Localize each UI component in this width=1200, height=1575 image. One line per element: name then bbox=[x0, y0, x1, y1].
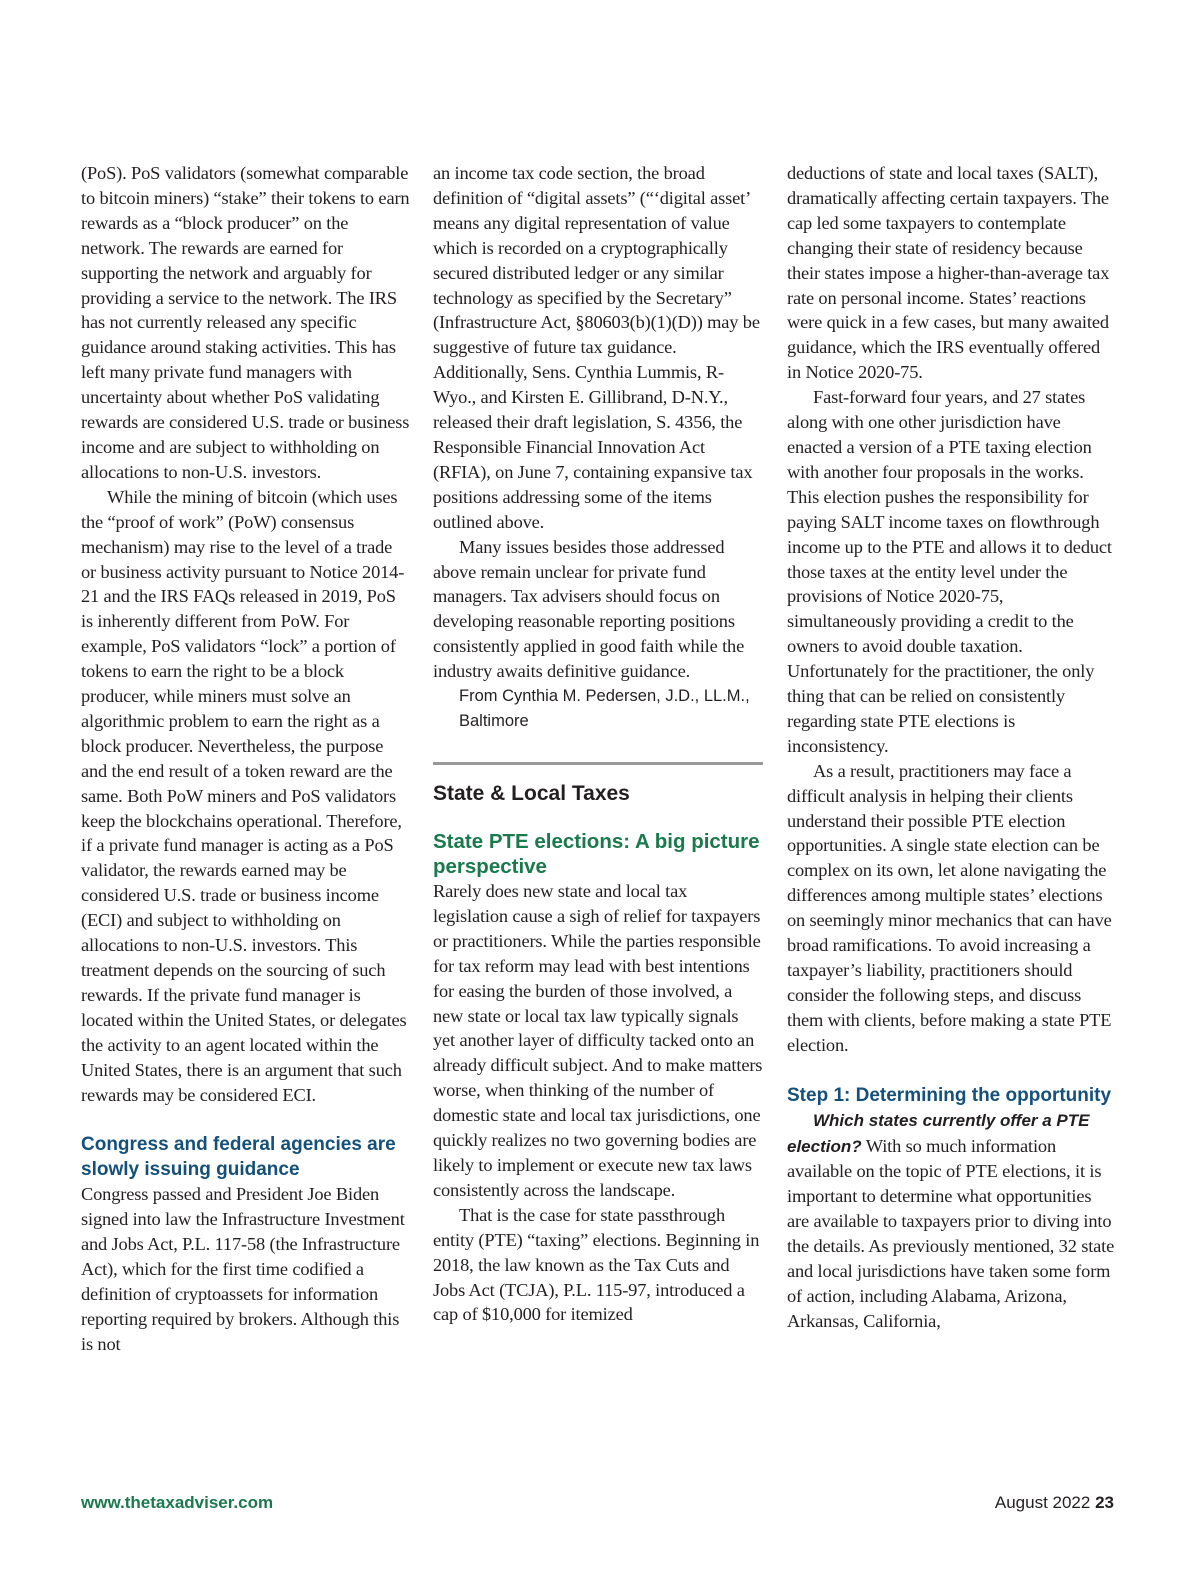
run-in-question: Which states currently offer a PTE election? bbox=[787, 1110, 1090, 1156]
article-heading: State PTE elections: A big picture perspective bbox=[433, 830, 760, 879]
body-paragraph: deductions of state and local taxes (SALT), dramatically affecting certain taxpayers. The cap led some taxpayers to contemplate changing their state of residency because their states impose a higher-than-average tax rate on personal income. States’ reactions were quick in a few cases, but many awaited guidance, which the IRS eventually offered in Notice 2020-75. bbox=[787, 163, 1110, 383]
section-title: State & Local Taxes bbox=[433, 782, 630, 806]
body-paragraph: That is the case for state passthrough entity (PTE) “taxing” elections. Beginning in 2018, the law known as the Tax Cuts and Jobs Act (TCJA), P.L. 115-97, introduced a cap of $10,000 for itemized bbox=[433, 1204, 760, 1325]
body-paragraph: As a result, practitioners may face a difficult analysis in helping their clients understand their possible PTE election opportunities. A single state election can be complex on its own, let alone navigating the differences among multiple states’ elections on seemingly minor mechanics that can have broad ramifications. To avoid increasing a taxpayer’s liability, practitioners should consider the following steps, and discuss them with clients, before making a state PTE election. bbox=[787, 760, 1112, 1055]
body-paragraph: Many issues besides those addressed above remain unclear for private fund managers. Tax advisers should focus on developing reasonable reporting positions consistently applied in good faith while the industry awaits definitive guidance. bbox=[433, 536, 745, 682]
body-text: With so much information available on the topic of PTE elections, it is important to determine what opportunities are available to taxpayers prior to diving into the details. As previously mentioned, 32 state and local jurisdictions have taken some form of action, including Alabama, Arizona, Arkansas, California, bbox=[787, 1135, 1115, 1331]
issue-date: August 2022 bbox=[994, 1493, 1091, 1512]
step-heading: Step 1: Determining the opportunity bbox=[787, 1084, 1112, 1106]
column-1 bbox=[81, 161, 411, 1357]
column-3 bbox=[787, 161, 1117, 1334]
body-paragraph: While the mining of bitcoin (which uses the “proof of work” (PoW) consensus mechanism) may rise to the level of a trade or business activity pursuant to Notice 2014-21 and the IRS FAQs released in 2019, PoS is inherently different from PoW. For example, PoS validators “lock” a portion of tokens to earn the right to be a block producer, while miners must solve an algorithmic problem to earn the right as a block producer. Nevertheless, the purpose and the end result of a token reward are the same. Both PoW miners and PoS validators keep the blockchains operational. Therefore, if a private fund manager is acting as a PoS validator, the rewards earned may be considered U.S. trade or business income (ECI) and subject to withholding on allocations to non-U.S. investors. This treatment depends on the sourcing of such rewards. If the private fund manager is located within the United States, or delegates the activity to an agent located within the United States, there is an argument that such rewards may be considered ECI. bbox=[81, 486, 407, 1105]
footer-issue-page bbox=[995, 1493, 1114, 1513]
column-2 bbox=[433, 161, 763, 1327]
body-paragraph: Rarely does new state and local tax legislation cause a sigh of relief for taxpayers or practitioners. While the parties responsible for tax reform may lead with best intentions for easing the burden of those involved, a new state or local tax law typically signals yet another layer of difficulty tacked onto an already difficult subject. And to make matters worse, when thinking of the number of domestic state and local tax jurisdictions, one quickly realizes no two governing bodies are likely to implement or execute new tax laws consistently across the landscape. bbox=[433, 881, 763, 1200]
body-paragraph: an income tax code section, the broad definition of “digital assets” (“‘digital asset’ means any digital representation of value which is recorded on a cryptographically secured distributed ledger or any similar technology as specified by the Secretary” (Infrastructure Act, §80603(b)(1)(D)) may be suggestive of future tax guidance. Additionally, Sens. Cynthia Lummis, R-Wyo., and Kirsten E. Gillibrand, D-N.Y., released their draft legislation, S. 4356, the Responsible Financial Innovation Act (RFIA), on June 7, containing expansive tax positions addressing some of the items outlined above. bbox=[433, 163, 760, 532]
body-paragraph: Congress passed and President Joe Biden signed into law the Infrastructure Investment and Jobs Act, P.L. 117-58 (the Infrastructure Act), which for the first time codified a definition of cryptoassets for information reporting required by brokers. Although this is not bbox=[81, 1184, 405, 1354]
subsection-heading: Congress and federal agencies are slowly issuing guidance bbox=[81, 1134, 396, 1181]
footer-website-link[interactable]: www.thetaxadviser.com bbox=[81, 1493, 274, 1512]
page-number: 23 bbox=[1095, 1493, 1114, 1512]
body-paragraph: Fast-forward four years, and 27 states along with one other jurisdiction have enacted a version of a PTE taxing election with another four proposals in the works. This election pushes the responsibility for paying SALT income taxes on flowthrough income up to the PTE and allows it to deduct those taxes at the entity level under the provisions of Notice 2020-75, simultaneously providing a credit to the owners to avoid double taxation. Unfortunately for the practitioner, the only thing that can be relied on consistently regarding state PTE elections is inconsistency. bbox=[787, 387, 1112, 756]
author-attribution: From Cynthia M. Pedersen, J.D., LL.M., Baltimore bbox=[459, 687, 750, 731]
body-paragraph bbox=[787, 1108, 1117, 1334]
body-paragraph: (PoS). PoS validators (somewhat comparable to bitcoin miners) “stake” their tokens to earn rewards as a “block producer” on the network. The rewards are earned for supporting the network and arguably for providing a service to the network. The IRS has not currently released any specific guidance around staking activities. This has left many private fund managers with uncertainty about whether PoS validating rewards are considered U.S. trade or business income and are subject to withholding on allocations to non-U.S. investors. bbox=[81, 163, 410, 482]
